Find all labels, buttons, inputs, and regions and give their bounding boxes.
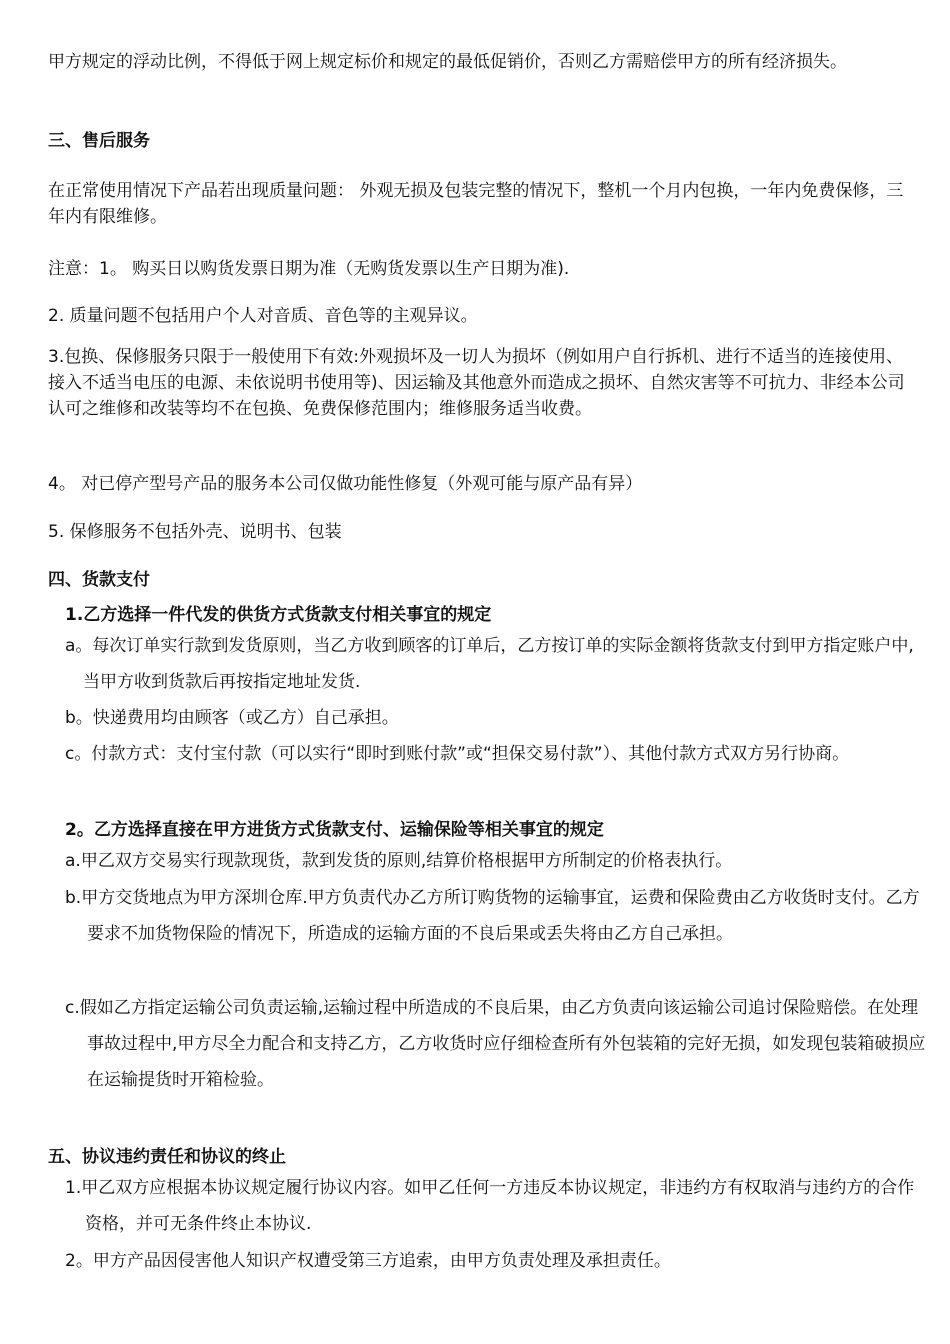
warranty-paragraph: 在正常使用情况下产品若出现质量问题： 外观无损及包装完整的情况下，整机一个月内包换，一年内免费保修，三年内有限维修。	[48, 181, 904, 227]
section-5-item-2: 2。甲方产品因侵害他人知识产权遭受第三方追索，由甲方负责处理及承担责任。	[65, 1251, 671, 1271]
intro-paragraph: 甲方规定的浮动比例，不得低于网上规定标价和规定的最低促销价，否则乙方需赔偿甲方的所有经济损失。	[48, 52, 847, 72]
note-4: 4。 对已停产型号产品的服务本公司仅做功能性修复（外观可能与原产品有异）	[48, 474, 643, 494]
note-5: 5. 保修服务不包括外壳、说明书、包装	[48, 522, 342, 542]
section-5-heading: 五、协议违约责任和协议的终止	[48, 1147, 286, 1167]
section-4-sub-1-a: a。每次订单实行款到发货原则，当乙方收到顾客的订单后，乙方按订单的实际金额将货款支付到甲方指定账户中,当甲方收到货款后再按指定地址发货.	[65, 636, 914, 692]
section-5-item-1: 1.甲乙双方应根据本协议规定履行协议内容。如甲乙任何一方违反本协议规定，非违约方有权取消与违约方的合作资格，并可无条件终止本协议.	[65, 1178, 915, 1234]
section-4-sub-2: 2。乙方选择直接在甲方进货方式货款支付、运输保险等相关事宜的规定	[65, 820, 604, 840]
section-4-sub-2-a: a.甲乙双方交易实行现款现货，款到发货的原则,结算价格根据甲方所制定的价格表执行。	[65, 851, 733, 871]
note-3: 3.包换、保修服务只限于一般使用下有效:外观损坏及一切人为损坏（例如用户自行拆机、进行不适当的连接使用、接入不适当电压的电源、未依说明书使用等)、因运输及其他意外而造成之损坏、自然灾害等不可抗力、非经本公司认可之维修和改装等均不在包换、免费保修范围内；维修服务适当收费。	[48, 347, 905, 419]
section-4-heading: 四、货款支付	[48, 570, 150, 590]
section-3-heading: 三、售后服务	[48, 131, 150, 151]
section-4-sub-1-b: b。快递费用均由顾客（或乙方）自己承担。	[65, 708, 399, 728]
section-4-sub-1: 1.乙方选择一件代发的供货方式货款支付相关事宜的规定	[65, 605, 492, 625]
note-2: 2. 质量问题不包括用户个人对音质、音色等的主观异议。	[48, 306, 478, 326]
section-4-sub-2-b: b.甲方交货地点为甲方深圳仓库.甲方负责代办乙方所订购货物的运输事宜，运费和保险费由乙方收货时支付。乙方要求不加货物保险的情况下，所造成的运输方面的不良后果或丢失将由乙方自己承担。	[65, 888, 920, 944]
section-4-sub-1-c: c。付款方式：支付宝付款（可以实行“即时到账付款”或“担保交易付款”）、其他付款方式双方另行协商。	[65, 744, 850, 764]
note-1: 注意：1。 购买日以购货发票日期为准（无购货发票以生产日期为准).	[48, 259, 570, 279]
section-4-sub-2-c: c.假如乙方指定运输公司负责运输,运输过程中所造成的不良后果，由乙方负责向该运输公司追讨保险赔偿。在处理事故过程中,甲方尽全力配合和支持乙方，乙方收货时应仔细检查所有外包装箱的完好无损，如发现包装箱破损应在运输提货时开箱检验。	[65, 998, 926, 1090]
